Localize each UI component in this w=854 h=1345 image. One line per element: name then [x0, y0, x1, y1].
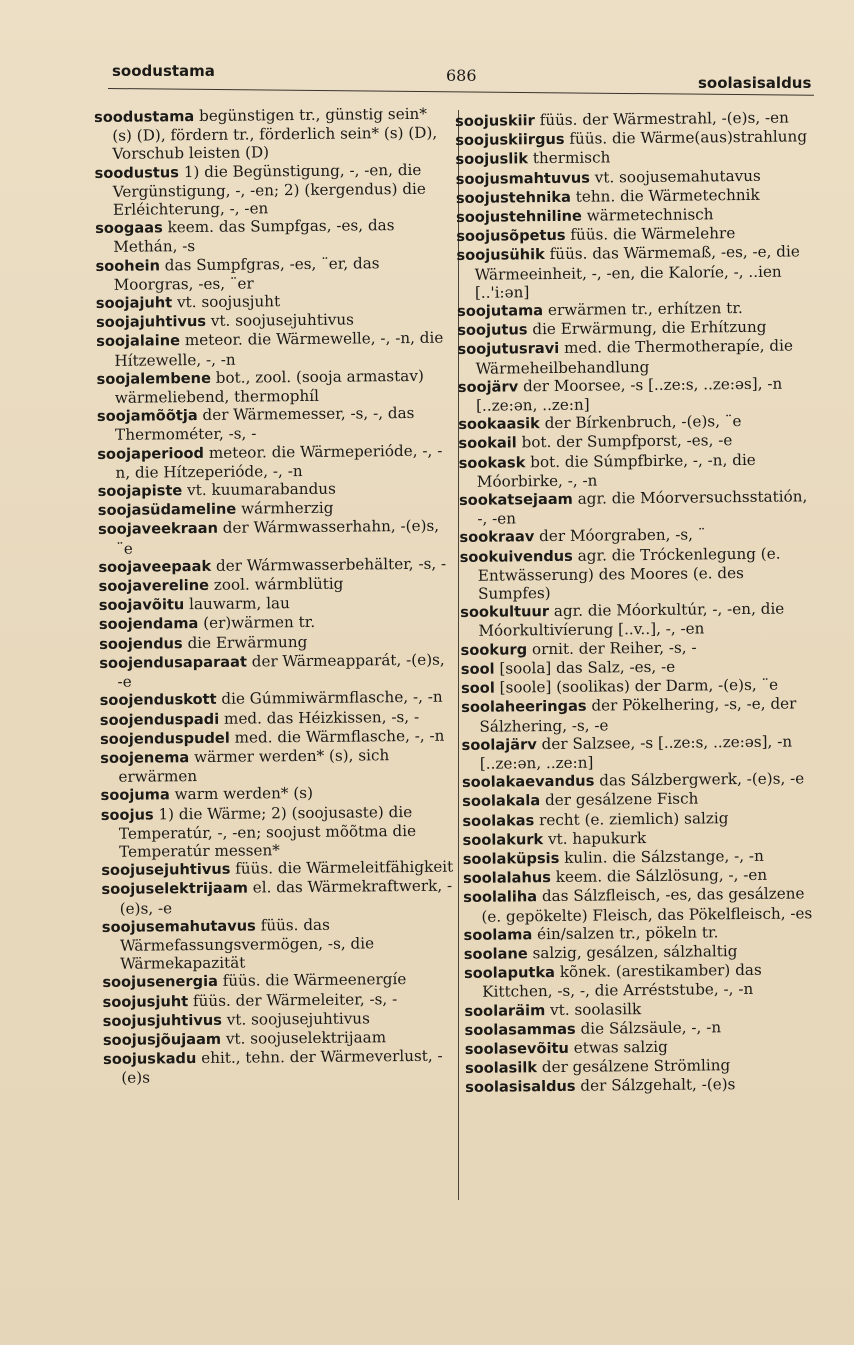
- definition: ornit. der Reiher, -s, -: [527, 638, 697, 658]
- definition: der Wármwasserbehälter, -s, -: [211, 554, 447, 575]
- headword: sookaasik: [458, 415, 540, 434]
- right-column: [455, 108, 823, 1097]
- headword: soojenema: [100, 749, 190, 767]
- headword: soojavereline: [98, 576, 210, 596]
- definition: das Sumpfgras, -es, ¨er, das Moorgras, -es, ¨er: [113, 253, 380, 294]
- headword: soojuma: [100, 786, 170, 805]
- definition: salzig, gesálzen, sálzhaltig: [527, 942, 738, 963]
- dictionary-entry: [98, 517, 452, 558]
- headword: soojenduskott: [99, 691, 217, 710]
- definition: wármherzig: [236, 498, 334, 518]
- definition: der gesálzene Strömling: [536, 1056, 731, 1077]
- definition: (er)wärmen tr.: [198, 613, 316, 633]
- headword: soogaas: [95, 219, 163, 238]
- definition: der Wármwasserhahn, -(e)s, ¨e: [116, 517, 440, 558]
- definition: keem. das Sumpfgas, -es, das Methán, -s: [113, 216, 395, 257]
- headword: soolaputka: [463, 964, 556, 983]
- headword: soolama: [463, 925, 533, 944]
- headword: soojusmahtuvus: [455, 169, 591, 188]
- headword: sool: [460, 660, 495, 678]
- definition: vt. hapukurk: [543, 828, 647, 848]
- headword: soolasisaldus: [465, 1078, 576, 1097]
- headword: soojusenergia: [102, 973, 218, 992]
- headword: soojajuht: [95, 294, 173, 313]
- definition: füüs. der Wärmeleiter, -s, -: [188, 989, 398, 1010]
- definition: meteor. die Wärmeperióde, -, -n, die Hítzeperióde, -, -n: [115, 441, 443, 482]
- definition: med. die Thermotherapíe, die Wärmeheilbehandlung: [475, 336, 793, 378]
- definition: agr. die Móorversuchsstatión, -, -en: [477, 487, 808, 529]
- headword: soolakurk: [462, 830, 544, 849]
- definition: die Erwärmung, die Erhítzung: [527, 317, 767, 339]
- headword: soojusemahutavus: [101, 917, 256, 936]
- headword: soojenduspudel: [99, 729, 230, 748]
- definition: etwas salzig: [568, 1037, 668, 1057]
- definition: warm werden* (s): [169, 784, 314, 804]
- definition: vt. soolasilk: [545, 999, 642, 1019]
- definition: bot. der Sumpfporst, -es, -e: [516, 431, 733, 452]
- definition: die Erwärmung: [182, 632, 308, 652]
- dictionary-entry: [459, 450, 817, 491]
- headword: soojuskiirgus: [455, 131, 565, 150]
- headword: soojärv: [457, 378, 519, 396]
- headword: sookuivendus: [459, 547, 573, 566]
- definition: der Bírkenbruch, -(e)s, ¨e: [539, 412, 742, 433]
- dictionary-entry: [102, 914, 457, 973]
- definition: der Wärmeapparát, -(e)s, -e: [117, 650, 445, 691]
- definition: tehn. die Wärmetechnik: [570, 185, 760, 206]
- dictionary-entry: [96, 329, 450, 370]
- dictionary-entry: [103, 1047, 457, 1088]
- definition: das Sálzfleisch, -es, das gesálzene (e. gepökelte) Fleisch, das Pökelfleisch, -es: [481, 884, 813, 926]
- definition: erwärmen tr., erhítzen tr.: [543, 299, 743, 320]
- definition: der Wärmemesser, -s, -, das Thermométer, -s, -: [115, 404, 415, 445]
- headword: soolakala: [462, 792, 541, 811]
- definition: begünstigen tr., günstig sein* (s) (D), fördern tr., förderlich sein* (s) (D), Vorschub leisten (D): [112, 104, 438, 164]
- headword: soojendama: [98, 615, 199, 634]
- headword: soolaheeringas: [461, 697, 587, 717]
- headword: soojuskiir: [455, 112, 535, 130]
- definition: med. das Héizkissen, -s, -: [219, 707, 420, 728]
- dictionary-entry: [97, 366, 451, 407]
- headword: sool: [460, 679, 495, 698]
- dictionary-entry: [461, 695, 819, 736]
- dictionary-entry: [464, 960, 822, 1001]
- headword: soojenduspadi: [99, 710, 220, 729]
- definition: der Pökelhering, -s, -e, der Sálzhering, -s, -e: [479, 694, 797, 736]
- headword: soojaveepaak: [98, 557, 212, 576]
- headword: soolaliha: [463, 888, 538, 907]
- right-guideword: soolasisaldus: [698, 74, 812, 92]
- definition: wärmer werden* (s), sich erwärmen: [118, 746, 390, 786]
- headword: soojasüdameline: [97, 500, 237, 520]
- dictionary-entry: [102, 970, 456, 993]
- dictionary-entry: [95, 160, 450, 219]
- headword: soolane: [463, 945, 528, 963]
- definition: thermisch: [527, 148, 611, 168]
- headword: soojutama: [457, 302, 544, 321]
- dictionary-entry: [101, 877, 455, 918]
- definition: kulin. die Sálzstange, -, -n: [559, 846, 764, 867]
- dictionary-entry: [95, 216, 449, 257]
- definition: vt. soojusemahutavus: [589, 166, 761, 187]
- definition: meteor. die Wärmewelle, -, -n, die Hítzewelle, -, -n: [114, 329, 444, 370]
- dictionary-entry: [456, 243, 815, 302]
- definition: bot., zool. (sooja armastav) wärmeliebend, thermophíl: [114, 366, 424, 407]
- headword: soojaperiood: [97, 444, 205, 463]
- dictionary-entry: [463, 885, 821, 926]
- dictionary-entry: [99, 650, 453, 691]
- headword: soojendusaparaat: [99, 653, 247, 672]
- definition: wärmetechnisch: [581, 205, 714, 225]
- definition: recht (e. ziemlich) salzig: [534, 808, 729, 829]
- headword: soohein: [95, 256, 161, 275]
- definition: el. das Wärmekraftwerk, -(e)s, -e: [119, 876, 453, 918]
- dictionary-entry: [101, 802, 456, 861]
- definition: ehit., tehn. der Wärmeverlust, -(e)s: [121, 1046, 443, 1088]
- dictionary-entry: [465, 1075, 823, 1098]
- dictionary-entry: [100, 745, 454, 786]
- definition: zool. wármblütig: [208, 574, 344, 594]
- headword: soojuslik: [455, 150, 529, 169]
- left-guideword: soodustama: [112, 62, 215, 80]
- definition: éin/salzen tr., pökeln tr.: [532, 923, 719, 943]
- dictionary-entry: [457, 337, 815, 378]
- definition: füüs. die Wärme(aus)strahlung: [564, 127, 808, 149]
- headword: soolaküpsis: [462, 849, 560, 868]
- headword: soojuskadu: [103, 1050, 197, 1069]
- definition: vt. soojusejuhtivus: [205, 310, 355, 331]
- definition: der Móorgraben, -s, ¨: [534, 525, 706, 546]
- headword: soojalembene: [96, 369, 212, 388]
- headword: soolajärv: [461, 735, 537, 754]
- dictionary-entry: [458, 374, 816, 415]
- headword: sookatsejaam: [458, 490, 573, 510]
- definition: vt. soojusejuhtivus: [221, 1009, 370, 1029]
- headword: soolasammas: [464, 1020, 576, 1039]
- definition: 1) die Begünstigung, -, -en, die Vergünstigung, -, -en; 2) (kergendus) die Erléichterung, -, -en: [112, 160, 426, 219]
- definition: der gesálzene Fisch: [540, 789, 699, 810]
- headword: soojendus: [99, 634, 183, 653]
- headword: soolaräim: [464, 1001, 546, 1020]
- headword: soojutus: [457, 321, 528, 340]
- headword: soojusjuht: [102, 992, 189, 1011]
- headword: sookail: [458, 434, 517, 453]
- definition: der Sálzgehalt, -(e)s: [575, 1075, 736, 1096]
- headword: soolakas: [462, 811, 535, 830]
- headword: soojalaine: [96, 332, 181, 351]
- headword: soolasilk: [464, 1059, 538, 1078]
- headword: soojajuhtivus: [95, 313, 207, 332]
- definition: bot. die Súmpfbirke, -, -n, die Móorbirke, -, -n: [476, 450, 756, 491]
- definition: das Sálzbergwerk, -(e)s, -e: [594, 769, 805, 790]
- left-column: [94, 105, 457, 1088]
- definition: agr. die Tróckenlegung (e. Entwässerung) des Moores (e. des Sumpfes): [477, 544, 781, 603]
- definition: kõnek. (arestikamber) das Kittchen, -s, -, die Arréststube, -, -n: [482, 960, 762, 1002]
- headword: sookraav: [459, 528, 535, 547]
- headword: soojutusravi: [457, 340, 560, 359]
- headword: soojusjuhtivus: [102, 1011, 223, 1030]
- dictionary-entry: [97, 404, 451, 445]
- definition: die Gúmmiwärmflasche, -, -n: [216, 687, 443, 709]
- headword: soodustama: [94, 108, 195, 126]
- headword: soolakaevandus: [461, 772, 595, 792]
- definition: füüs. die Wärmeleitfähigkeit: [230, 857, 454, 878]
- headword: soojustehnika: [455, 188, 572, 207]
- headword: soojus: [100, 805, 154, 824]
- dictionary-entry: [98, 554, 452, 577]
- definition: füüs. die Wärmeenergíe: [217, 970, 407, 991]
- headword: soojuselektrijaam: [101, 879, 248, 899]
- headword: soojaveekraan: [97, 520, 219, 539]
- definition: der Moorsee, -s [..ze:s, ..ze:əs], -n [..ze:ən, ..ze:n]: [475, 374, 783, 415]
- definition: füüs. das Wärmefassungsvermögen, -s, die Wärmekapazität: [119, 915, 375, 973]
- definition: füüs. das Wärmemaß, -es, -e, die Wärmeeinheit, -, -en, die Kaloríe, -, ..ien [..'i:ən]: [474, 242, 800, 302]
- headword: sookurg: [460, 640, 528, 659]
- headword: soojusõpetus: [456, 227, 566, 246]
- definition: vt. soojusjuht: [172, 292, 281, 312]
- definition: med. die Wärmflasche, -, -n: [229, 726, 445, 747]
- headword: soojavõitu: [98, 596, 185, 615]
- dictionary-entry: [462, 732, 820, 773]
- dictionary-entry: [100, 726, 454, 749]
- headword: sookask: [458, 453, 526, 472]
- definition: lauwarm, lau: [184, 594, 290, 614]
- definition: [soole] (soolikas) der Darm, -(e)s, ¨e: [494, 675, 779, 697]
- dictionary-entry: [460, 600, 818, 641]
- dictionary-entry: [94, 105, 449, 164]
- dictionary-entry: [456, 166, 814, 189]
- headword: soojusejuhtivus: [101, 860, 231, 880]
- definition: vt. soojuselektrijaam: [220, 1028, 387, 1048]
- definition: agr. die Móorkultúr, -, -en, die Móorkultivíerung [..v..], -, -en: [478, 599, 785, 641]
- dictionary-entry: [97, 441, 451, 482]
- dictionary-entry: [95, 253, 449, 294]
- definition: füüs. der Wärmestrahl, -(e)s, -en: [534, 108, 789, 130]
- headword: soojustehniline: [456, 207, 582, 227]
- headword: soojapiste: [97, 482, 183, 501]
- headword: soojamõõtja: [96, 407, 198, 426]
- definition: [soola] das Salz, -es, -e: [494, 657, 676, 678]
- dictionary-entry: [460, 544, 819, 603]
- definition: vt. kuumarabandus: [182, 479, 336, 500]
- definition: keem. die Sálzlösung, -, -en: [550, 865, 768, 887]
- headword: soolalahus: [462, 869, 552, 888]
- headword: soolasevõitu: [464, 1039, 569, 1058]
- dictionary-entry: [459, 487, 817, 528]
- definition: die Sálzsäule, -, -n: [575, 1018, 722, 1038]
- page-number: 686: [446, 66, 477, 85]
- definition: füüs. die Wärmelehre: [565, 224, 736, 245]
- headword: soodustus: [94, 163, 180, 182]
- headword: soojusühik: [456, 246, 545, 265]
- headword: soojusjõujaam: [102, 1030, 222, 1049]
- definition: 1) die Wärme; 2) (soojusaste) die Temperatúr, -, -en; soojust mõõtma die Temperatúr messen*: [118, 802, 417, 861]
- headword: sookultuur: [460, 603, 550, 622]
- definition: der Salzsee, -s [..ze:s, ..ze:əs], -n [..ze:ən, ..ze:n]: [479, 732, 793, 773]
